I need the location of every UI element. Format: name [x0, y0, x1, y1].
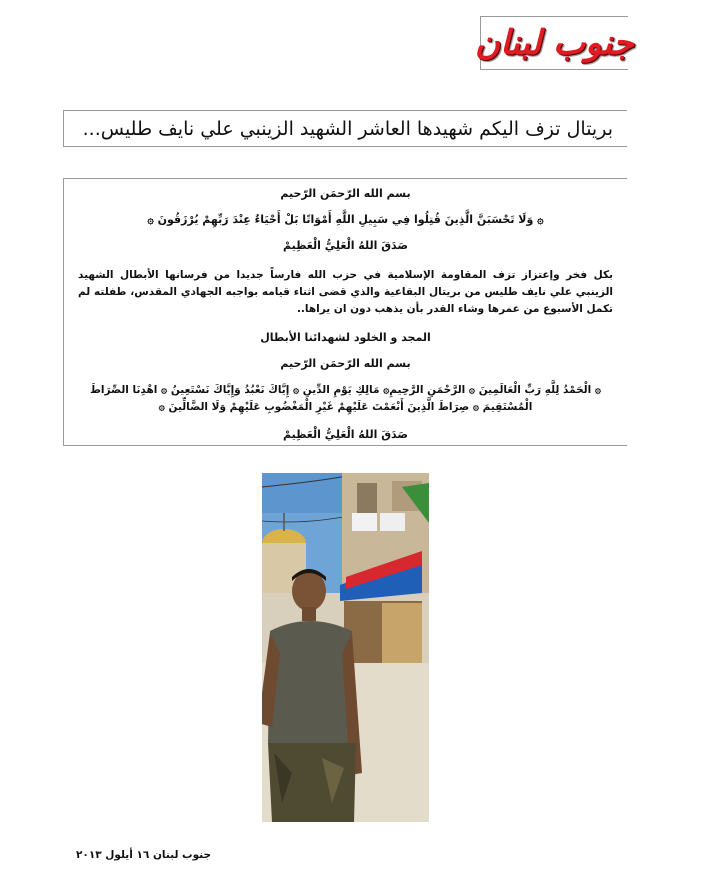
basmala-1: بسم الله الرّحمَن الرّحيم [280, 187, 411, 200]
sadaqa-2: صَدَقَ اللهُ الْعَلِيُّ الْعَظِيمْ [282, 428, 409, 441]
martyr-photo [262, 473, 429, 822]
fatiha-verse: ۞ الْحَمْدُ لِلَّهِ رَبِّ الْعَالَمِينَ ۞ الرَّحْمَنِ الرَّحِيمِ۞ مَالِكِ يَوْمِ الدِّينِ ۞ إِيَّاكَ نَعْبُدُ وَإِيَّاكَ نَسْتَعِينُ ۞ اهْدِنَا الصِّرَاطَ الْمُسْتَقِيمَ ۞ صِرَاطَ الَّذِينَ أَنْعَمْتَ عَلَيْهِمْ غَيْرِ الْمَغْضُوبِ عَلَيْهِمْ وَلَا الضَّالِّينَ ۞ [89, 384, 602, 413]
headline: بريتال تزف اليكم شهيدها العاشر الشهيد الزينبي علي نايف طليس... [82, 117, 613, 140]
article-body [63, 178, 627, 446]
glory-line: المجد و الخلود لشهدائنا الأبطال [260, 331, 431, 344]
sadaqa-1: صَدَقَ اللهُ الْعَلِيُّ الْعَظِيمْ [282, 239, 409, 252]
verse-1: ۞ وَلَا تَحْسَبَنَّ الَّذِينَ قُتِلُوا فِي سَبِيلِ اللَّهِ أَمْوَاتًا بَلْ أَحْيَاءٌ عِنْدَ رَبِّهِمْ يُرْزَقُونَ ۞ [147, 213, 544, 226]
article-paragraph: بكل فخر وإعتزاز تزف المقاومة الإسلامية في حزب الله فارساً جديدا من فرسانها الأبطال الشهيد الزينبي علي نايف طليس من بريتال البقاعية والذي قضى اثناء قيامه بواجبه الجهادي المقدس، طفلته لم تكمل الأسبوع من عمرها وشاء القدر بأن يذهب دون ان يراها.. [78, 269, 613, 315]
page-footer: جنوب لبنان ١٦ أيلول ٢٠١٣ [76, 849, 212, 861]
headline-box [63, 110, 627, 147]
basmala-2: بسم الله الرّحمَن الرّحيم [280, 357, 411, 370]
newspaper-logo [475, 16, 634, 70]
logo-text: جنوب لبنان [475, 23, 634, 63]
photo-illustration [262, 473, 429, 822]
